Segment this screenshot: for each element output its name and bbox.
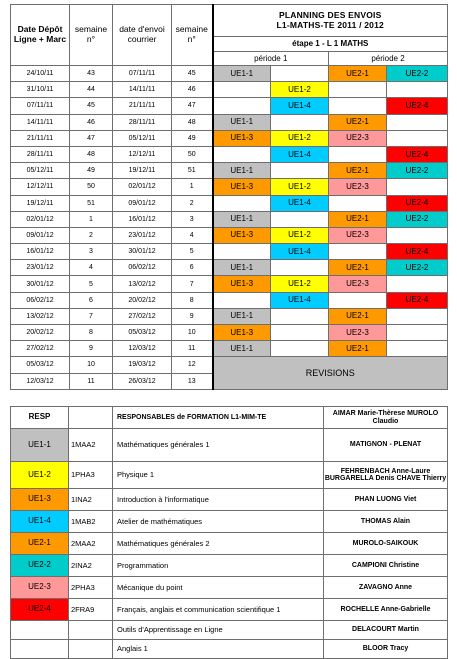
ue-slot-ue2-1: UE2-1: [329, 163, 387, 179]
ue-slot-ue2-1: UE2-1: [329, 308, 387, 324]
ue-slot-ue2-3: UE2-3: [329, 130, 387, 146]
ue-slot-ue1-2: UE1-2: [271, 82, 329, 98]
semaine-depot-cell: 2: [70, 227, 113, 243]
date-envoi-cell: 06/02/12: [113, 260, 172, 276]
planning-row: [11, 357, 448, 373]
revisions-block: REVISIONS: [213, 357, 448, 389]
empty-slot: [271, 163, 329, 179]
semaine-depot-cell: 44: [70, 82, 113, 98]
date-envoi-cell: 02/01/12: [113, 179, 172, 195]
legend-header-resp: RESP: [11, 407, 69, 429]
date-envoi-cell: 14/11/11: [113, 82, 172, 98]
semaine-envoi-cell: 50: [172, 146, 213, 162]
planning-row: [11, 195, 448, 211]
date-depot-cell: 20/02/12: [11, 325, 70, 341]
ue-slot-ue1-2: UE1-2: [271, 179, 329, 195]
col-header-date-envoi: date d'envoi courrier: [113, 5, 172, 66]
planning-row: [11, 211, 448, 227]
legend-row: [11, 429, 448, 462]
planning-row: [11, 308, 448, 324]
legend-row: [11, 533, 448, 555]
legend-course-name: Anglais 1: [113, 640, 324, 659]
date-depot-cell: 24/10/11: [11, 66, 70, 82]
empty-slot: [387, 325, 448, 341]
ue-slot-ue2-1: UE2-1: [329, 66, 387, 82]
legend-module-code: 2MAA2: [69, 533, 113, 555]
date-depot-cell: 14/11/11: [11, 114, 70, 130]
date-envoi-cell: 12/12/11: [113, 146, 172, 162]
empty-slot: [387, 82, 448, 98]
etape-label: étape 1 - L 1 MATHS: [213, 37, 448, 52]
empty-slot: [271, 211, 329, 227]
legend-header-title: RESPONSABLES de FORMATION L1-MIM-TE: [113, 407, 324, 429]
date-depot-cell: 30/01/12: [11, 276, 70, 292]
legend-responsible: PHAN LUONG Viet: [324, 489, 448, 511]
empty-slot: [271, 260, 329, 276]
date-envoi-cell: 05/03/12: [113, 325, 172, 341]
empty-slot: [329, 98, 387, 114]
semaine-depot-cell: 7: [70, 308, 113, 324]
date-depot-cell: 02/01/12: [11, 211, 70, 227]
page-title: [213, 5, 448, 37]
empty-slot: [213, 195, 271, 211]
ue-slot-ue2-2: UE2-2: [387, 66, 448, 82]
date-depot-cell: 27/02/12: [11, 341, 70, 357]
semaine-envoi-cell: 3: [172, 211, 213, 227]
date-depot-cell: 13/02/12: [11, 308, 70, 324]
legend-header-names: AIMAR Marie-Thèrese MUROLO Claudio: [324, 407, 448, 429]
empty-slot: [387, 276, 448, 292]
semaine-envoi-cell: 1: [172, 179, 213, 195]
ue-slot-ue2-1: UE2-1: [329, 211, 387, 227]
legend-module-code: 2PHA3: [69, 577, 113, 599]
date-envoi-cell: 26/03/12: [113, 373, 172, 389]
semaine-depot-cell: 10: [70, 357, 113, 373]
semaine-envoi-cell: 9: [172, 308, 213, 324]
date-envoi-cell: 30/01/12: [113, 244, 172, 260]
legend-course-name: Mathématiques générales 1: [113, 429, 324, 462]
legend-header-blank: [69, 407, 113, 429]
legend-row: [11, 462, 448, 489]
ue-slot-ue1-1: UE1-1: [213, 66, 271, 82]
empty-slot: [329, 146, 387, 162]
semaine-envoi-cell: 13: [172, 373, 213, 389]
ue-slot-ue1-4: UE1-4: [271, 244, 329, 260]
ue-slot-ue2-4: UE2-4: [387, 244, 448, 260]
date-envoi-cell: 16/01/12: [113, 211, 172, 227]
semaine-depot-cell: 9: [70, 341, 113, 357]
ue-slot-ue2-1: UE2-1: [329, 260, 387, 276]
legend-row: [11, 489, 448, 511]
date-envoi-cell: 23/01/12: [113, 227, 172, 243]
date-envoi-cell: 05/12/11: [113, 130, 172, 146]
semaine-depot-cell: 50: [70, 179, 113, 195]
date-envoi-cell: 12/03/12: [113, 341, 172, 357]
semaine-envoi-cell: 8: [172, 292, 213, 308]
legend-ue-code: UE2-2: [11, 555, 69, 577]
legend-responsible: ZAVAGNO Anne: [324, 577, 448, 599]
semaine-envoi-cell: 46: [172, 82, 213, 98]
legend-ue-code: UE1-2: [11, 462, 69, 489]
ue-slot-ue2-2: UE2-2: [387, 163, 448, 179]
semaine-envoi-cell: 4: [172, 227, 213, 243]
title-line-1: PLANNING DES ENVOIS: [278, 9, 382, 20]
ue-slot-ue2-3: UE2-3: [329, 325, 387, 341]
legend-module-code: 2INA2: [69, 555, 113, 577]
legend-responsible: THOMAS Alain: [324, 511, 448, 533]
legend-responsible: BLOOR Tracy: [324, 640, 448, 659]
legend-module-code: 1MAB2: [69, 511, 113, 533]
ue-slot-ue1-1: UE1-1: [213, 211, 271, 227]
date-depot-cell: 12/03/12: [11, 373, 70, 389]
legend-responsible: MUROLO-SAIKOUK: [324, 533, 448, 555]
col-header-semaine-envoi: semaine n°: [172, 5, 213, 66]
date-envoi-cell: 20/02/12: [113, 292, 172, 308]
date-depot-cell: 21/11/11: [11, 130, 70, 146]
date-envoi-cell: 13/02/12: [113, 276, 172, 292]
legend-module-code: 2FRA9: [69, 599, 113, 621]
legend-row: [11, 555, 448, 577]
empty-slot: [213, 146, 271, 162]
empty-slot: [271, 114, 329, 130]
ue-slot-ue2-3: UE2-3: [329, 276, 387, 292]
semaine-depot-cell: 51: [70, 195, 113, 211]
planning-row: [11, 66, 448, 82]
legend-responsible: ROCHELLE Anne-Gabrielle: [324, 599, 448, 621]
ue-slot-ue1-3: UE1-3: [213, 130, 271, 146]
legend-ue-code: UE2-3: [11, 577, 69, 599]
planning-row: [11, 341, 448, 357]
legend-responsible: FEHRENBACH Anne-Laure BURGARELLA Denis CHAVE Thierry: [324, 462, 448, 489]
planning-row: [11, 163, 448, 179]
date-depot-cell: 28/11/11: [11, 146, 70, 162]
planning-row: [11, 227, 448, 243]
planning-row: [11, 292, 448, 308]
ue-slot-ue1-1: UE1-1: [213, 341, 271, 357]
date-envoi-cell: 09/01/12: [113, 195, 172, 211]
ue-slot-ue2-4: UE2-4: [387, 195, 448, 211]
semaine-envoi-cell: 48: [172, 114, 213, 130]
planning-row: [11, 325, 448, 341]
ue-slot-ue2-2: UE2-2: [387, 211, 448, 227]
ue-slot-ue2-1: UE2-1: [329, 114, 387, 130]
title-line-2: L1-MATHS-TE 2011 / 2012: [276, 19, 384, 30]
semaine-depot-cell: 46: [70, 114, 113, 130]
semaine-envoi-cell: 12: [172, 357, 213, 373]
date-depot-cell: 19/12/11: [11, 195, 70, 211]
ue-slot-ue1-4: UE1-4: [271, 98, 329, 114]
legend-ue-code: UE2-1: [11, 533, 69, 555]
semaine-envoi-cell: 49: [172, 130, 213, 146]
date-depot-cell: 23/01/12: [11, 260, 70, 276]
semaine-depot-cell: 6: [70, 292, 113, 308]
ue-slot-ue1-3: UE1-3: [213, 325, 271, 341]
ue-slot-ue1-3: UE1-3: [213, 276, 271, 292]
date-envoi-cell: 19/03/12: [113, 357, 172, 373]
semaine-envoi-cell: 45: [172, 66, 213, 82]
legend-course-name: Atelier de mathématiques: [113, 511, 324, 533]
legend-table: [10, 406, 448, 659]
ue-slot-ue1-2: UE1-2: [271, 227, 329, 243]
semaine-depot-cell: 4: [70, 260, 113, 276]
empty-slot: [387, 130, 448, 146]
legend-module-code: 1INA2: [69, 489, 113, 511]
semaine-depot-cell: 11: [70, 373, 113, 389]
date-envoi-cell: 07/11/11: [113, 66, 172, 82]
date-envoi-cell: 27/02/12: [113, 308, 172, 324]
legend-course-name: Outils d'Apprentissage en Ligne: [113, 621, 324, 640]
semaine-envoi-cell: 10: [172, 325, 213, 341]
semaine-envoi-cell: 7: [172, 276, 213, 292]
semaine-depot-cell: 3: [70, 244, 113, 260]
semaine-envoi-cell: 11: [172, 341, 213, 357]
ue-slot-ue1-1: UE1-1: [213, 114, 271, 130]
semaine-depot-cell: 47: [70, 130, 113, 146]
ue-slot-ue2-4: UE2-4: [387, 292, 448, 308]
empty-slot: [387, 227, 448, 243]
semaine-depot-cell: 48: [70, 146, 113, 162]
ue-slot-ue1-4: UE1-4: [271, 292, 329, 308]
legend-module-code: 1PHA3: [69, 462, 113, 489]
date-depot-cell: 07/11/11: [11, 98, 70, 114]
date-envoi-cell: 28/11/11: [113, 114, 172, 130]
ue-slot-ue1-1: UE1-1: [213, 308, 271, 324]
semaine-depot-cell: 43: [70, 66, 113, 82]
semaine-envoi-cell: 2: [172, 195, 213, 211]
empty-slot: [387, 308, 448, 324]
date-depot-cell: 06/02/12: [11, 292, 70, 308]
ue-slot-ue1-4: UE1-4: [271, 146, 329, 162]
planning-row: [11, 260, 448, 276]
empty-slot: [213, 98, 271, 114]
planning-row: [11, 146, 448, 162]
periode-2-label: période 2: [329, 52, 448, 66]
empty-slot: [213, 244, 271, 260]
col-header-date-depot: Date Dépôt Ligne + Marc: [11, 5, 70, 66]
legend-ue-code: UE1-4: [11, 511, 69, 533]
date-envoi-cell: 21/11/11: [113, 98, 172, 114]
legend-row: [11, 511, 448, 533]
semaine-depot-cell: 8: [70, 325, 113, 341]
empty-slot: [271, 341, 329, 357]
legend-course-name: Mécanique du point: [113, 577, 324, 599]
semaine-envoi-cell: 47: [172, 98, 213, 114]
periode-1-label: période 1: [213, 52, 329, 66]
semaine-envoi-cell: 51: [172, 163, 213, 179]
empty-slot: [271, 308, 329, 324]
legend-row: [11, 621, 448, 640]
legend-course-name: Physique 1: [113, 462, 324, 489]
date-depot-cell: 12/12/11: [11, 179, 70, 195]
date-depot-cell: 05/12/11: [11, 163, 70, 179]
ue-slot-ue2-3: UE2-3: [329, 227, 387, 243]
planning-row: [11, 130, 448, 146]
ue-slot-ue1-1: UE1-1: [213, 163, 271, 179]
ue-slot-ue2-1: UE2-1: [329, 341, 387, 357]
col-header-semaine: semaine n°: [70, 5, 113, 66]
empty-slot: [213, 82, 271, 98]
empty-slot: [329, 82, 387, 98]
legend-responsible: DELACOURT Martin: [324, 621, 448, 640]
legend-row: [11, 577, 448, 599]
ue-slot-ue2-3: UE2-3: [329, 179, 387, 195]
ue-slot-ue1-1: UE1-1: [213, 260, 271, 276]
empty-slot: [387, 179, 448, 195]
empty-slot: [329, 195, 387, 211]
ue-slot-ue1-2: UE1-2: [271, 276, 329, 292]
ue-slot-ue2-4: UE2-4: [387, 98, 448, 114]
ue-slot-ue1-3: UE1-3: [213, 179, 271, 195]
semaine-depot-cell: 49: [70, 163, 113, 179]
date-depot-cell: 16/01/12: [11, 244, 70, 260]
planning-row: [11, 82, 448, 98]
planning-row: [11, 276, 448, 292]
empty-slot: [271, 325, 329, 341]
legend-row: [11, 640, 448, 659]
legend-course-name: Programmation: [113, 555, 324, 577]
empty-slot: [329, 244, 387, 260]
empty-slot: [387, 114, 448, 130]
ue-slot-ue1-3: UE1-3: [213, 227, 271, 243]
planning-row: [11, 98, 448, 114]
legend-module-code: 1MAA2: [69, 429, 113, 462]
empty-slot: [387, 341, 448, 357]
ue-slot-ue1-2: UE1-2: [271, 130, 329, 146]
ue-slot-ue1-4: UE1-4: [271, 195, 329, 211]
empty-slot: [271, 66, 329, 82]
date-depot-cell: 05/03/12: [11, 357, 70, 373]
date-depot-cell: 09/01/12: [11, 227, 70, 243]
legend-row: [11, 599, 448, 621]
ue-slot-ue2-4: UE2-4: [387, 146, 448, 162]
legend-ue-code: [11, 640, 69, 659]
planning-row: [11, 179, 448, 195]
legend-module-code: [69, 640, 113, 659]
semaine-depot-cell: 45: [70, 98, 113, 114]
planning-row: [11, 114, 448, 130]
legend-module-code: [69, 621, 113, 640]
ue-slot-ue2-2: UE2-2: [387, 260, 448, 276]
legend-responsible: CAMPIONI Christine: [324, 555, 448, 577]
semaine-depot-cell: 1: [70, 211, 113, 227]
empty-slot: [329, 292, 387, 308]
planning-row: [11, 244, 448, 260]
legend-ue-code: UE1-1: [11, 429, 69, 462]
legend-course-name: Mathématiques générales 2: [113, 533, 324, 555]
semaine-depot-cell: 5: [70, 276, 113, 292]
legend-ue-code: UE2-4: [11, 599, 69, 621]
semaine-envoi-cell: 5: [172, 244, 213, 260]
date-envoi-cell: 19/12/11: [113, 163, 172, 179]
date-depot-cell: 31/10/11: [11, 82, 70, 98]
empty-slot: [213, 292, 271, 308]
legend-ue-code: [11, 621, 69, 640]
legend-ue-code: UE1-3: [11, 489, 69, 511]
planning-table: [10, 4, 448, 390]
legend-course-name: Français, anglais et communication scientifique 1: [113, 599, 324, 621]
legend-responsible: MATIGNON - PLENAT: [324, 429, 448, 462]
semaine-envoi-cell: 6: [172, 260, 213, 276]
legend-course-name: Introduction à l'informatique: [113, 489, 324, 511]
